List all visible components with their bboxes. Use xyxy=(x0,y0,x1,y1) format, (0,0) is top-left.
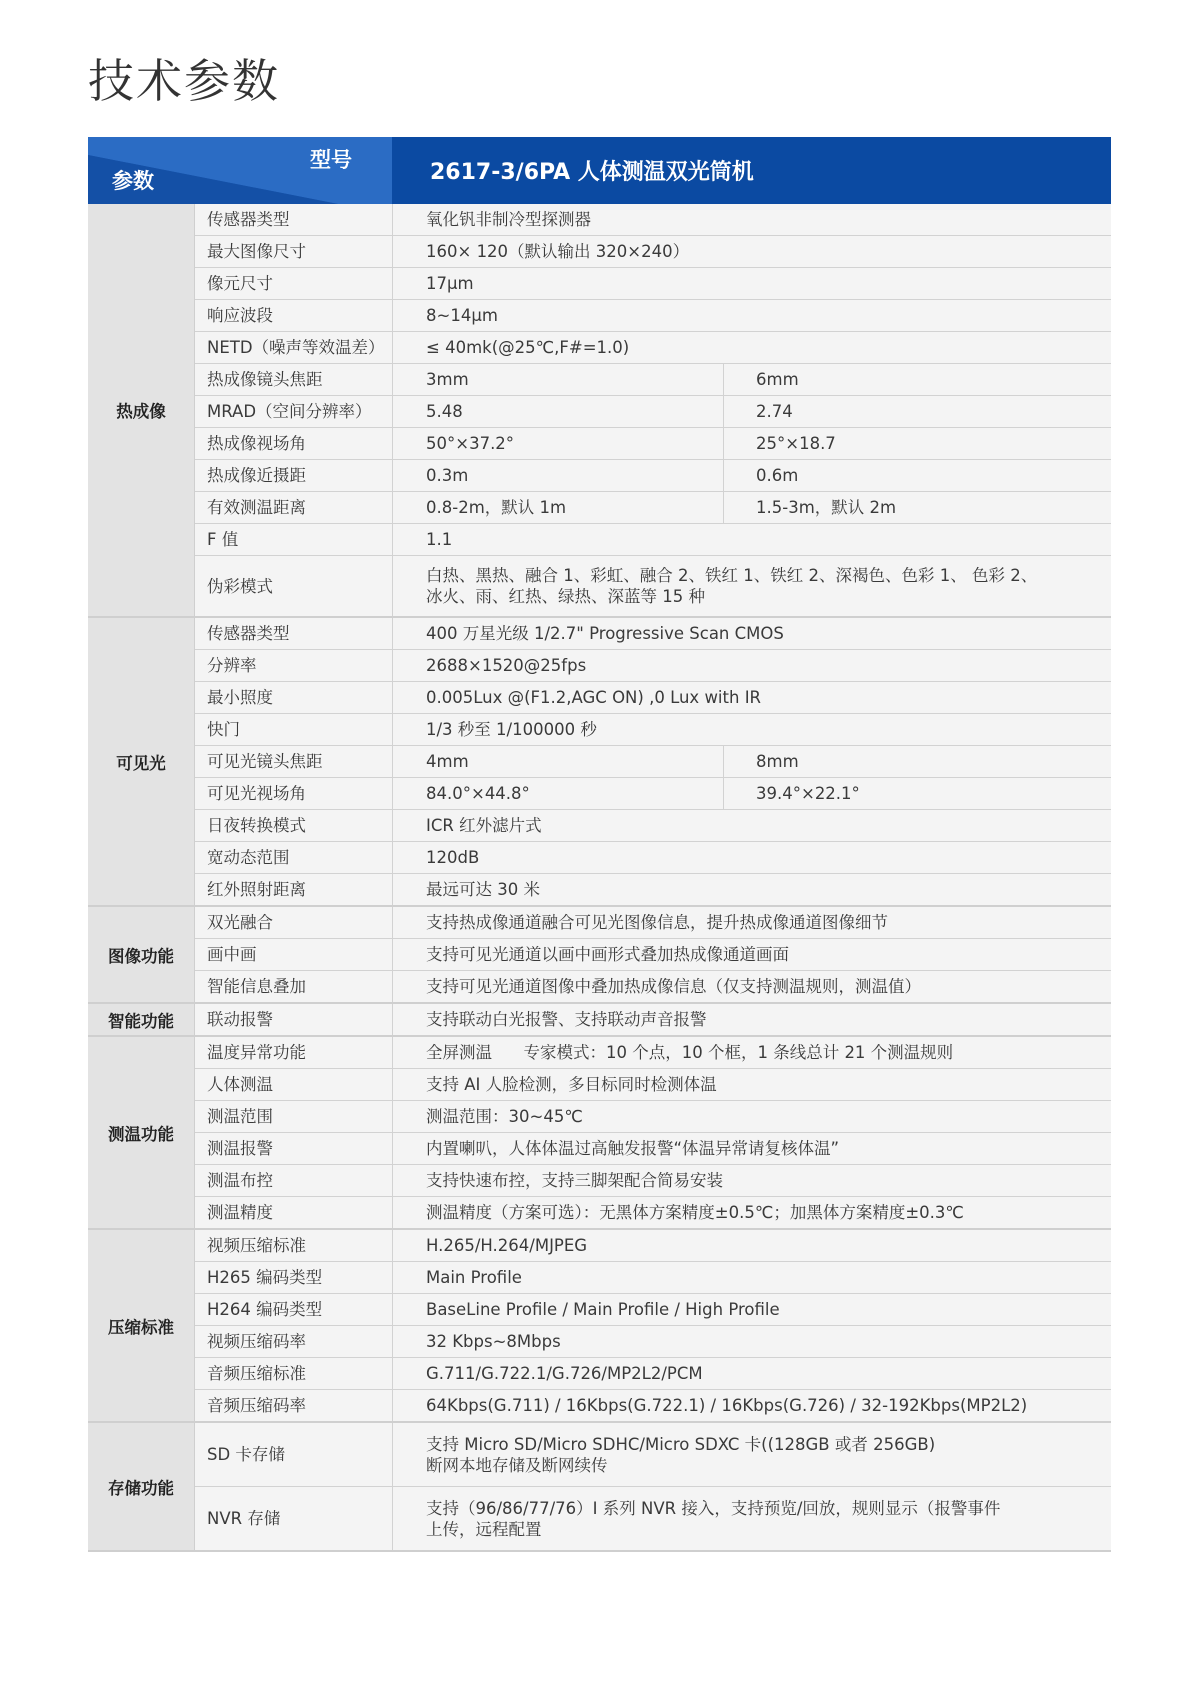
param-name: 红外照射距离 xyxy=(195,874,393,905)
param-value: 支持可见光通道以画中画形式叠加热成像通道画面 xyxy=(426,945,789,964)
param-value: 400 万星光级 1/2.7" Progressive Scan CMOS xyxy=(426,624,784,643)
param-name: 画中画 xyxy=(195,939,393,970)
table-row xyxy=(195,810,1111,842)
table-row xyxy=(195,714,1111,746)
param-value: 支持热成像通道融合可见光图像信息，提升热成像通道图像细节 xyxy=(426,913,888,932)
param-value-option-2: 8mm xyxy=(756,752,799,771)
param-value: G.711/G.722.1/G.726/MP2L2/PCM xyxy=(426,1364,703,1383)
section-category: 存储功能 xyxy=(88,1423,195,1550)
param-name: 可见光视场角 xyxy=(195,778,393,809)
param-value: 内置喇叭，人体体温过高触发报警“体温异常请复核体温” xyxy=(426,1139,840,1158)
table-row xyxy=(195,332,1111,364)
section-smart-functions xyxy=(88,1004,1111,1037)
param-name: 智能信息叠加 xyxy=(195,971,393,1002)
table-row xyxy=(195,364,1111,396)
param-name: 热成像镜头焦距 xyxy=(195,364,393,395)
param-value: 最远可达 30 米 xyxy=(426,880,540,899)
page-title: 技术参数 xyxy=(88,54,280,108)
section-category: 图像功能 xyxy=(88,907,195,1002)
table-row xyxy=(195,1487,1111,1550)
table-row xyxy=(195,1133,1111,1165)
param-value: 2688×1520@25fps xyxy=(426,656,587,675)
param-value: 全屏测温 专家模式：10 个点，10 个框，1 条线总计 21 个测温规则 xyxy=(426,1043,954,1062)
param-name: 响应波段 xyxy=(195,300,393,331)
param-name: 测温范围 xyxy=(195,1101,393,1132)
table-row xyxy=(195,1197,1111,1228)
table-row xyxy=(195,1294,1111,1326)
param-value: 1/3 秒至 1/100000 秒 xyxy=(426,720,597,739)
section-storage xyxy=(88,1423,1111,1552)
table-row xyxy=(195,1101,1111,1133)
table-row xyxy=(195,396,1111,428)
param-value: 测温精度（方案可选）：无黑体方案精度±0.5℃；加黑体方案精度±0.3℃ xyxy=(426,1203,964,1222)
param-name: 热成像视场角 xyxy=(195,428,393,459)
param-name: 测温精度 xyxy=(195,1197,393,1228)
table-row xyxy=(195,556,1111,616)
table-row xyxy=(195,1423,1111,1487)
table-row xyxy=(195,1069,1111,1101)
param-name: 像元尺寸 xyxy=(195,268,393,299)
table-row xyxy=(195,1358,1111,1390)
param-name: 最大图像尺寸 xyxy=(195,236,393,267)
param-name: 分辨率 xyxy=(195,650,393,681)
param-name: 有效测温距离 xyxy=(195,492,393,523)
section-category: 压缩标准 xyxy=(88,1230,195,1421)
param-value-option-1: 84.0°×44.8° xyxy=(393,778,724,809)
param-name: 测温布控 xyxy=(195,1165,393,1196)
section-category: 热成像 xyxy=(88,204,195,616)
param-value: 氧化钒非制冷型探测器 xyxy=(426,210,591,229)
param-value: 160× 120（默认输出 320×240） xyxy=(426,242,690,261)
param-name: 日夜转换模式 xyxy=(195,810,393,841)
param-name: 温度异常功能 xyxy=(195,1037,393,1068)
section-temperature-functions xyxy=(88,1037,1111,1230)
table-row xyxy=(195,650,1111,682)
param-name: 音频压缩码率 xyxy=(195,1390,393,1421)
header-param-label: 参数 xyxy=(112,169,154,193)
param-value: ≤ 40mk(@25℃,F#=1.0) xyxy=(426,338,630,357)
param-name: 视频压缩码率 xyxy=(195,1326,393,1357)
param-value: 120dB xyxy=(426,848,480,867)
param-value-option-1: 0.8-2m，默认 1m xyxy=(393,492,724,523)
param-value-option-1: 3mm xyxy=(393,364,724,395)
table-row xyxy=(195,1004,1111,1035)
param-value-option-2: 39.4°×22.1° xyxy=(756,784,860,803)
param-value-option-2: 25°×18.7 xyxy=(756,434,836,453)
param-name: H264 编码类型 xyxy=(195,1294,393,1325)
section-compression xyxy=(88,1230,1111,1423)
param-name: MRAD（空间分辨率） xyxy=(195,396,393,427)
param-name: 宽动态范围 xyxy=(195,842,393,873)
table-row xyxy=(195,1326,1111,1358)
section-category: 测温功能 xyxy=(88,1037,195,1228)
param-value-option-1: 4mm xyxy=(393,746,724,777)
header-product-name: 2617-3/6PA 人体测温双光筒机 xyxy=(392,137,1111,204)
section-visible xyxy=(88,618,1111,907)
param-name: NETD（噪声等效温差） xyxy=(195,332,393,363)
param-value: Main Profile xyxy=(426,1268,522,1287)
param-name: F 值 xyxy=(195,524,393,555)
table-row xyxy=(195,460,1111,492)
param-name: 传感器类型 xyxy=(195,618,393,649)
param-value: 支持 AI 人脸检测，多目标同时检测体温 xyxy=(426,1075,717,1094)
param-name: 伪彩模式 xyxy=(195,556,393,616)
table-row xyxy=(195,1037,1111,1069)
table-row xyxy=(195,1262,1111,1294)
param-value: 测温范围：30~45℃ xyxy=(426,1107,583,1126)
param-value: 32 Kbps~8Mbps xyxy=(426,1332,561,1351)
table-row xyxy=(195,300,1111,332)
param-value: ICR 红外滤片式 xyxy=(426,816,542,835)
table-row xyxy=(195,1165,1111,1197)
table-row xyxy=(195,682,1111,714)
param-name: 音频压缩标准 xyxy=(195,1358,393,1389)
param-name: 传感器类型 xyxy=(195,204,393,235)
param-value-option-2: 0.6m xyxy=(756,466,799,485)
table-row xyxy=(195,971,1111,1002)
param-value: 0.005Lux @(F1.2,AGC ON) ,0 Lux with IR xyxy=(426,688,762,707)
param-value: BaseLine Profile / Main Profile / High Profile xyxy=(426,1300,780,1319)
table-row xyxy=(195,907,1111,939)
section-thermal xyxy=(88,204,1111,618)
table-row xyxy=(195,1390,1111,1421)
table-row xyxy=(195,268,1111,300)
param-value: 支持联动白光报警、支持联动声音报警 xyxy=(426,1010,707,1029)
param-value: H.265/H.264/MJPEG xyxy=(426,1236,588,1255)
section-category: 智能功能 xyxy=(88,1004,195,1035)
param-name: 视频压缩标准 xyxy=(195,1230,393,1261)
param-value: 17μm xyxy=(426,274,474,293)
param-name: 热成像近摄距 xyxy=(195,460,393,491)
param-value-option-1: 5.48 xyxy=(393,396,724,427)
table-header xyxy=(88,137,1111,204)
param-name: 测温报警 xyxy=(195,1133,393,1164)
section-category: 可见光 xyxy=(88,618,195,905)
param-name: 快门 xyxy=(195,714,393,745)
table-row xyxy=(195,236,1111,268)
param-value-option-2: 6mm xyxy=(756,370,799,389)
param-name: 双光融合 xyxy=(195,907,393,938)
table-row xyxy=(195,428,1111,460)
param-name: 最小照度 xyxy=(195,682,393,713)
table-row xyxy=(195,746,1111,778)
param-value: 1.1 xyxy=(426,530,453,549)
param-name: 联动报警 xyxy=(195,1004,393,1035)
table-row xyxy=(195,1230,1111,1262)
table-row xyxy=(195,618,1111,650)
table-row xyxy=(195,939,1111,971)
param-name: NVR 存储 xyxy=(195,1487,393,1550)
param-value: 支持可见光通道图像中叠加热成像信息（仅支持测温规则，测温值） xyxy=(426,977,921,996)
param-name: 可见光镜头焦距 xyxy=(195,746,393,777)
param-value-option-2: 2.74 xyxy=(756,402,793,421)
param-value: 支持快速布控，支持三脚架配合简易安装 xyxy=(426,1171,723,1190)
param-value-option-1: 50°×37.2° xyxy=(393,428,724,459)
param-name: 人体测温 xyxy=(195,1069,393,1100)
param-value: 支持 Micro SD/Micro SDHC/Micro SDXC 卡((128GB 或者 256GB) 断网本地存储及断网续传 xyxy=(426,1434,936,1475)
section-image-functions xyxy=(88,907,1111,1004)
param-value-option-1: 0.3m xyxy=(393,460,724,491)
param-name: SD 卡存储 xyxy=(195,1423,393,1486)
header-model-label: 型号 xyxy=(310,148,352,172)
param-value-option-2: 1.5-3m，默认 2m xyxy=(756,498,897,517)
param-value: 64Kbps(G.711) / 16Kbps(G.722.1) / 16Kbps(G.726) / 32-192Kbps(MP2L2) xyxy=(426,1396,1028,1415)
param-value: 白热、黑热、融合 1、彩虹、融合 2、铁红 1、铁红 2、深褐色、色彩 1、 色彩 2、 冰火、雨、红热、绿热、深蓝等 15 种 xyxy=(426,566,1038,606)
param-value: 支持（96/86/77/76）I 系列 NVR 接入，支持预览/回放，规则显示（报警事件 上传，远程配置 xyxy=(426,1498,1001,1539)
param-value: 8~14μm xyxy=(426,306,498,325)
table-row xyxy=(195,842,1111,874)
table-row xyxy=(195,874,1111,905)
header-corner xyxy=(88,137,392,204)
table-row xyxy=(195,204,1111,236)
spec-table xyxy=(88,137,1111,1552)
param-name: H265 编码类型 xyxy=(195,1262,393,1293)
table-row xyxy=(195,778,1111,810)
table-row xyxy=(195,524,1111,556)
table-row xyxy=(195,492,1111,524)
